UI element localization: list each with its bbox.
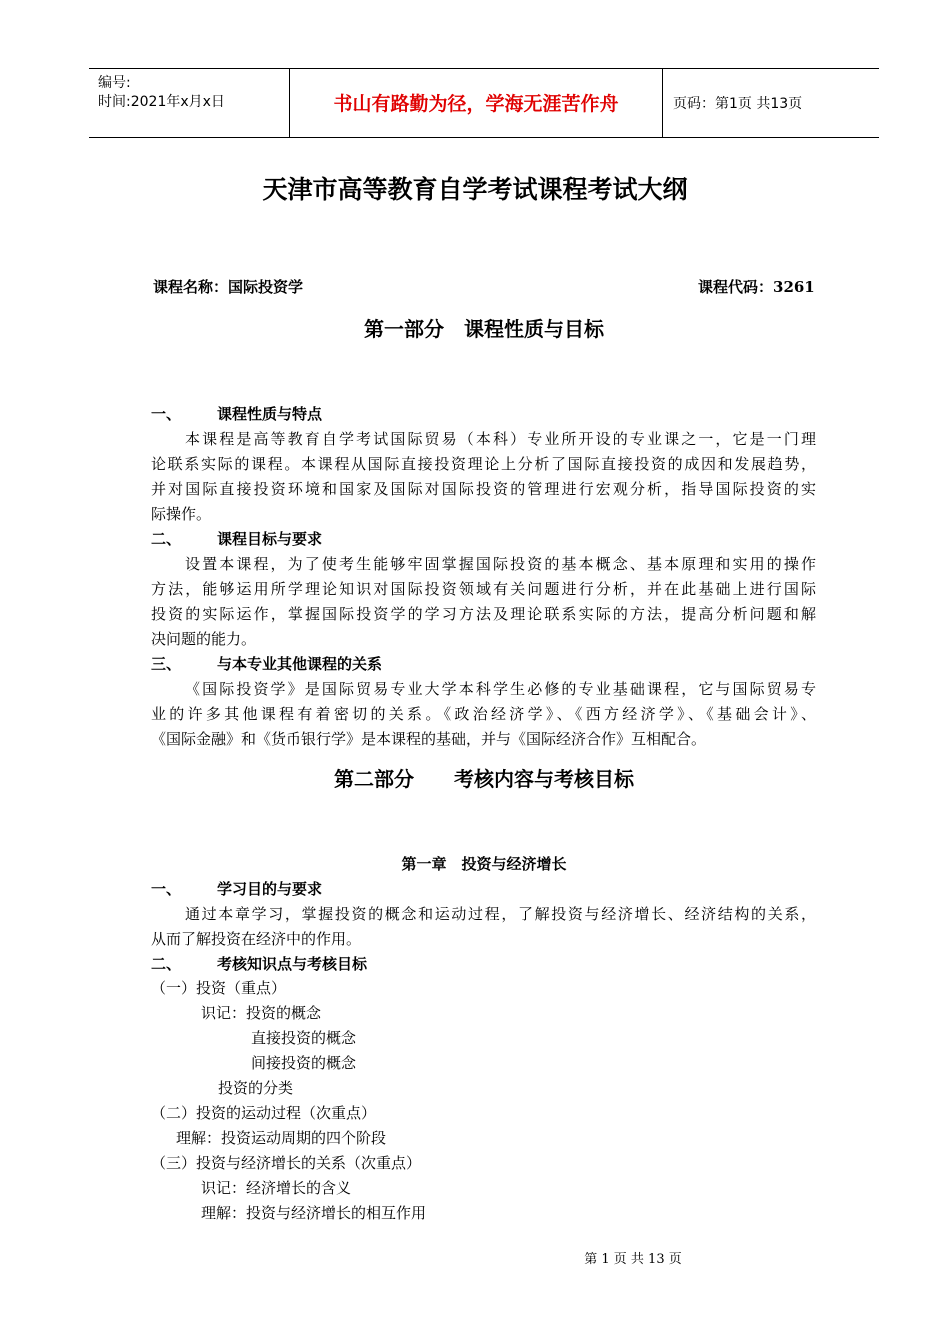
section-body (151, 427, 816, 527)
body-line: 《国际金融》和《货币银行学》是本课程的基础，并与《国际经济合作》互相配合。 (151, 730, 707, 748)
knowledge-item: （三）投资与经济增长的关系（次重点） (151, 1154, 422, 1172)
knowledge-item: 识记：经济增长的含义 (201, 1179, 352, 1197)
doc-number-label: 编号: (98, 75, 131, 91)
knowledge-item: 识记：投资的概念 (201, 1004, 322, 1022)
body-line: 通过本章学习，掌握投资的概念和运动过程，了解投资与经济增长、经济结构的关系， (185, 905, 816, 923)
section-title: 学习目的与要求 (217, 880, 323, 898)
section-body (151, 552, 816, 652)
motto: 书山有路勤为径，学海无涯苦作舟 (333, 93, 619, 115)
doc-time-label: 时间:2021年x月x日 (98, 94, 225, 110)
header-page-info: 页码：第1页 共13页 (673, 96, 803, 112)
section-body (151, 902, 816, 952)
body-line: 决问题的能力。 (151, 630, 257, 648)
section-title: 与本专业其他课程的关系 (217, 655, 383, 673)
section-number: 二、 (151, 955, 182, 973)
knowledge-item: 理解：投资运动周期的四个阶段 (176, 1129, 387, 1147)
header-page-cell (663, 69, 879, 137)
header-motto-cell (290, 69, 663, 137)
part1-heading: 第一部分 课程性质与目标 (364, 317, 604, 341)
section-body (151, 677, 816, 752)
course-code: 课程代码：3261 (698, 278, 815, 296)
header-meta-cell (89, 69, 290, 137)
document-title: 天津市高等教育自学考试课程考试大纲 (262, 175, 688, 204)
body-line: 方法，能够运用所学理论知识对国际投资领域有关问题进行分析，并在此基础上进行国际 (151, 580, 816, 598)
chapter-heading: 第一章 投资与经济增长 (401, 855, 567, 873)
knowledge-item: （二）投资的运动过程（次重点） (151, 1104, 377, 1122)
body-line: 论联系实际的课程。本课程从国际直接投资理论上分析了国际直接投资的成因和发展趋势， (151, 455, 816, 473)
section-title: 课程性质与特点 (217, 405, 323, 423)
course-name: 课程名称：国际投资学 (153, 278, 304, 296)
body-line: 《国际投资学》是国际贸易专业大学本科学生必修的专业基础课程，它与国际贸易专 (185, 680, 816, 698)
knowledge-item: 投资的分类 (218, 1079, 294, 1097)
section-number: 三、 (151, 655, 182, 673)
knowledge-item: 理解：投资与经济增长的相互作用 (201, 1204, 427, 1222)
body-line: 业的许多其他课程有着密切的关系。《政治经济学》、《西方经济学》、《基础会计》、 (151, 705, 816, 723)
section-number: 二、 (151, 530, 182, 548)
section-title: 课程目标与要求 (217, 530, 323, 548)
body-line: 并对国际直接投资环境和国家及国际对国际投资的管理进行宏观分析，指导国际投资的实 (151, 480, 816, 498)
page-footer: 第 1 页 共 13 页 (584, 1252, 682, 1267)
body-line: 本课程是高等教育自学考试国际贸易（本科）专业所开设的专业课之一，它是一门理 (185, 430, 816, 448)
section-number: 一、 (151, 405, 182, 423)
body-line: 际操作。 (151, 505, 212, 523)
knowledge-item: 间接投资的概念 (251, 1054, 357, 1072)
knowledge-item: 直接投资的概念 (251, 1029, 357, 1047)
section-number: 一、 (151, 880, 182, 898)
body-line: 从而了解投资在经济中的作用。 (151, 930, 362, 948)
section-title: 考核知识点与考核目标 (217, 955, 368, 973)
page-header (89, 68, 879, 138)
part2-heading: 第二部分 考核内容与考核目标 (334, 767, 634, 791)
body-line: 设置本课程，为了使考生能够牢固掌握国际投资的基本概念、基本原理和实用的操作 (185, 555, 816, 573)
body-line: 投资的实际运作，掌握国际投资学的学习方法及理论联系实际的方法，提高分析问题和解 (151, 605, 816, 623)
knowledge-item: （一）投资（重点） (151, 979, 287, 997)
